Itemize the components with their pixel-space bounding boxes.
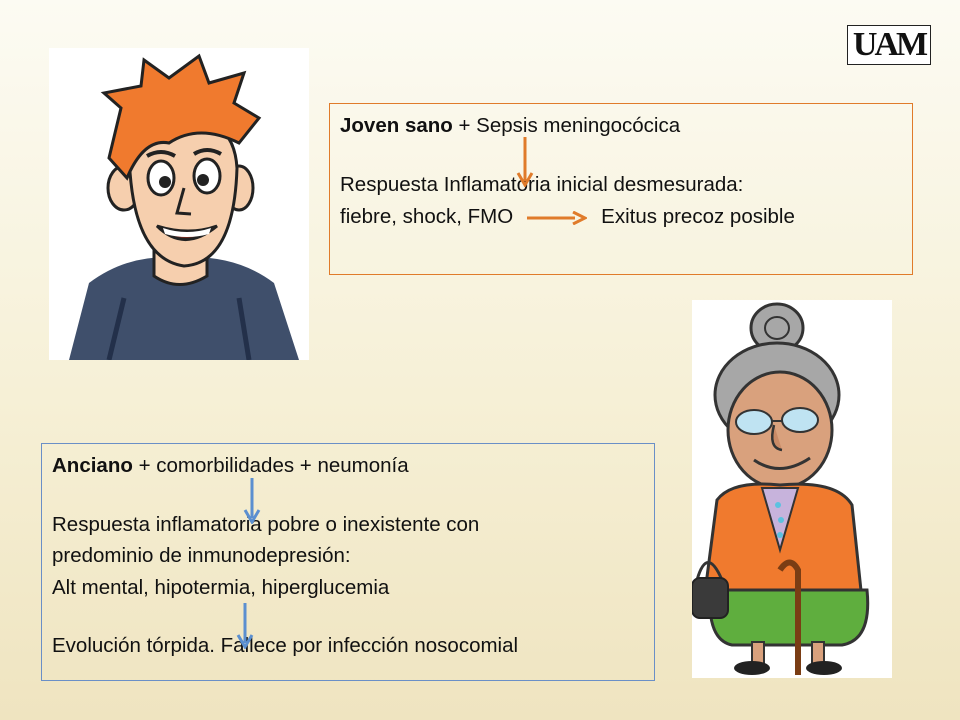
elderly-patient-box xyxy=(41,443,655,681)
young-symptoms-line xyxy=(340,201,902,233)
uam-logo: UAM xyxy=(847,25,931,65)
old-title-bold: Anciano xyxy=(52,454,133,477)
old-response-line: Respuesta inflamatoria pobre o inexistente con xyxy=(52,512,480,536)
young-response-line: Respuesta Inflamatoria inicial desmesurada: xyxy=(340,173,744,196)
old-symptoms-line: Alt mental, hipotermia, hiperglucemia xyxy=(52,575,390,599)
arrow-down-icon xyxy=(243,478,261,524)
young-title-rest: + Sepsis meningocócica xyxy=(452,114,681,137)
arrow-down-icon xyxy=(516,137,534,187)
young-outcome-text: Exitus precoz posible xyxy=(601,205,795,228)
old-immuno-line: predominio de inmunodepresión: xyxy=(52,544,351,567)
arrow-right-icon xyxy=(527,211,587,225)
old-outcome-line: Evolución tórpida. Fallece por infección nosocomial xyxy=(52,634,519,657)
young-symptoms-text: fiebre, shock, FMO xyxy=(340,205,514,228)
old-title-rest: + comorbilidades + neumonía xyxy=(132,454,409,477)
young-title-bold: Joven sano xyxy=(340,114,453,137)
arrow-down-icon xyxy=(236,603,254,649)
young-patient-box xyxy=(329,103,913,275)
young-man-illustration xyxy=(49,48,309,360)
young-title-line xyxy=(340,110,902,142)
old-title-line xyxy=(52,450,644,482)
elderly-woman-illustration xyxy=(692,300,892,678)
